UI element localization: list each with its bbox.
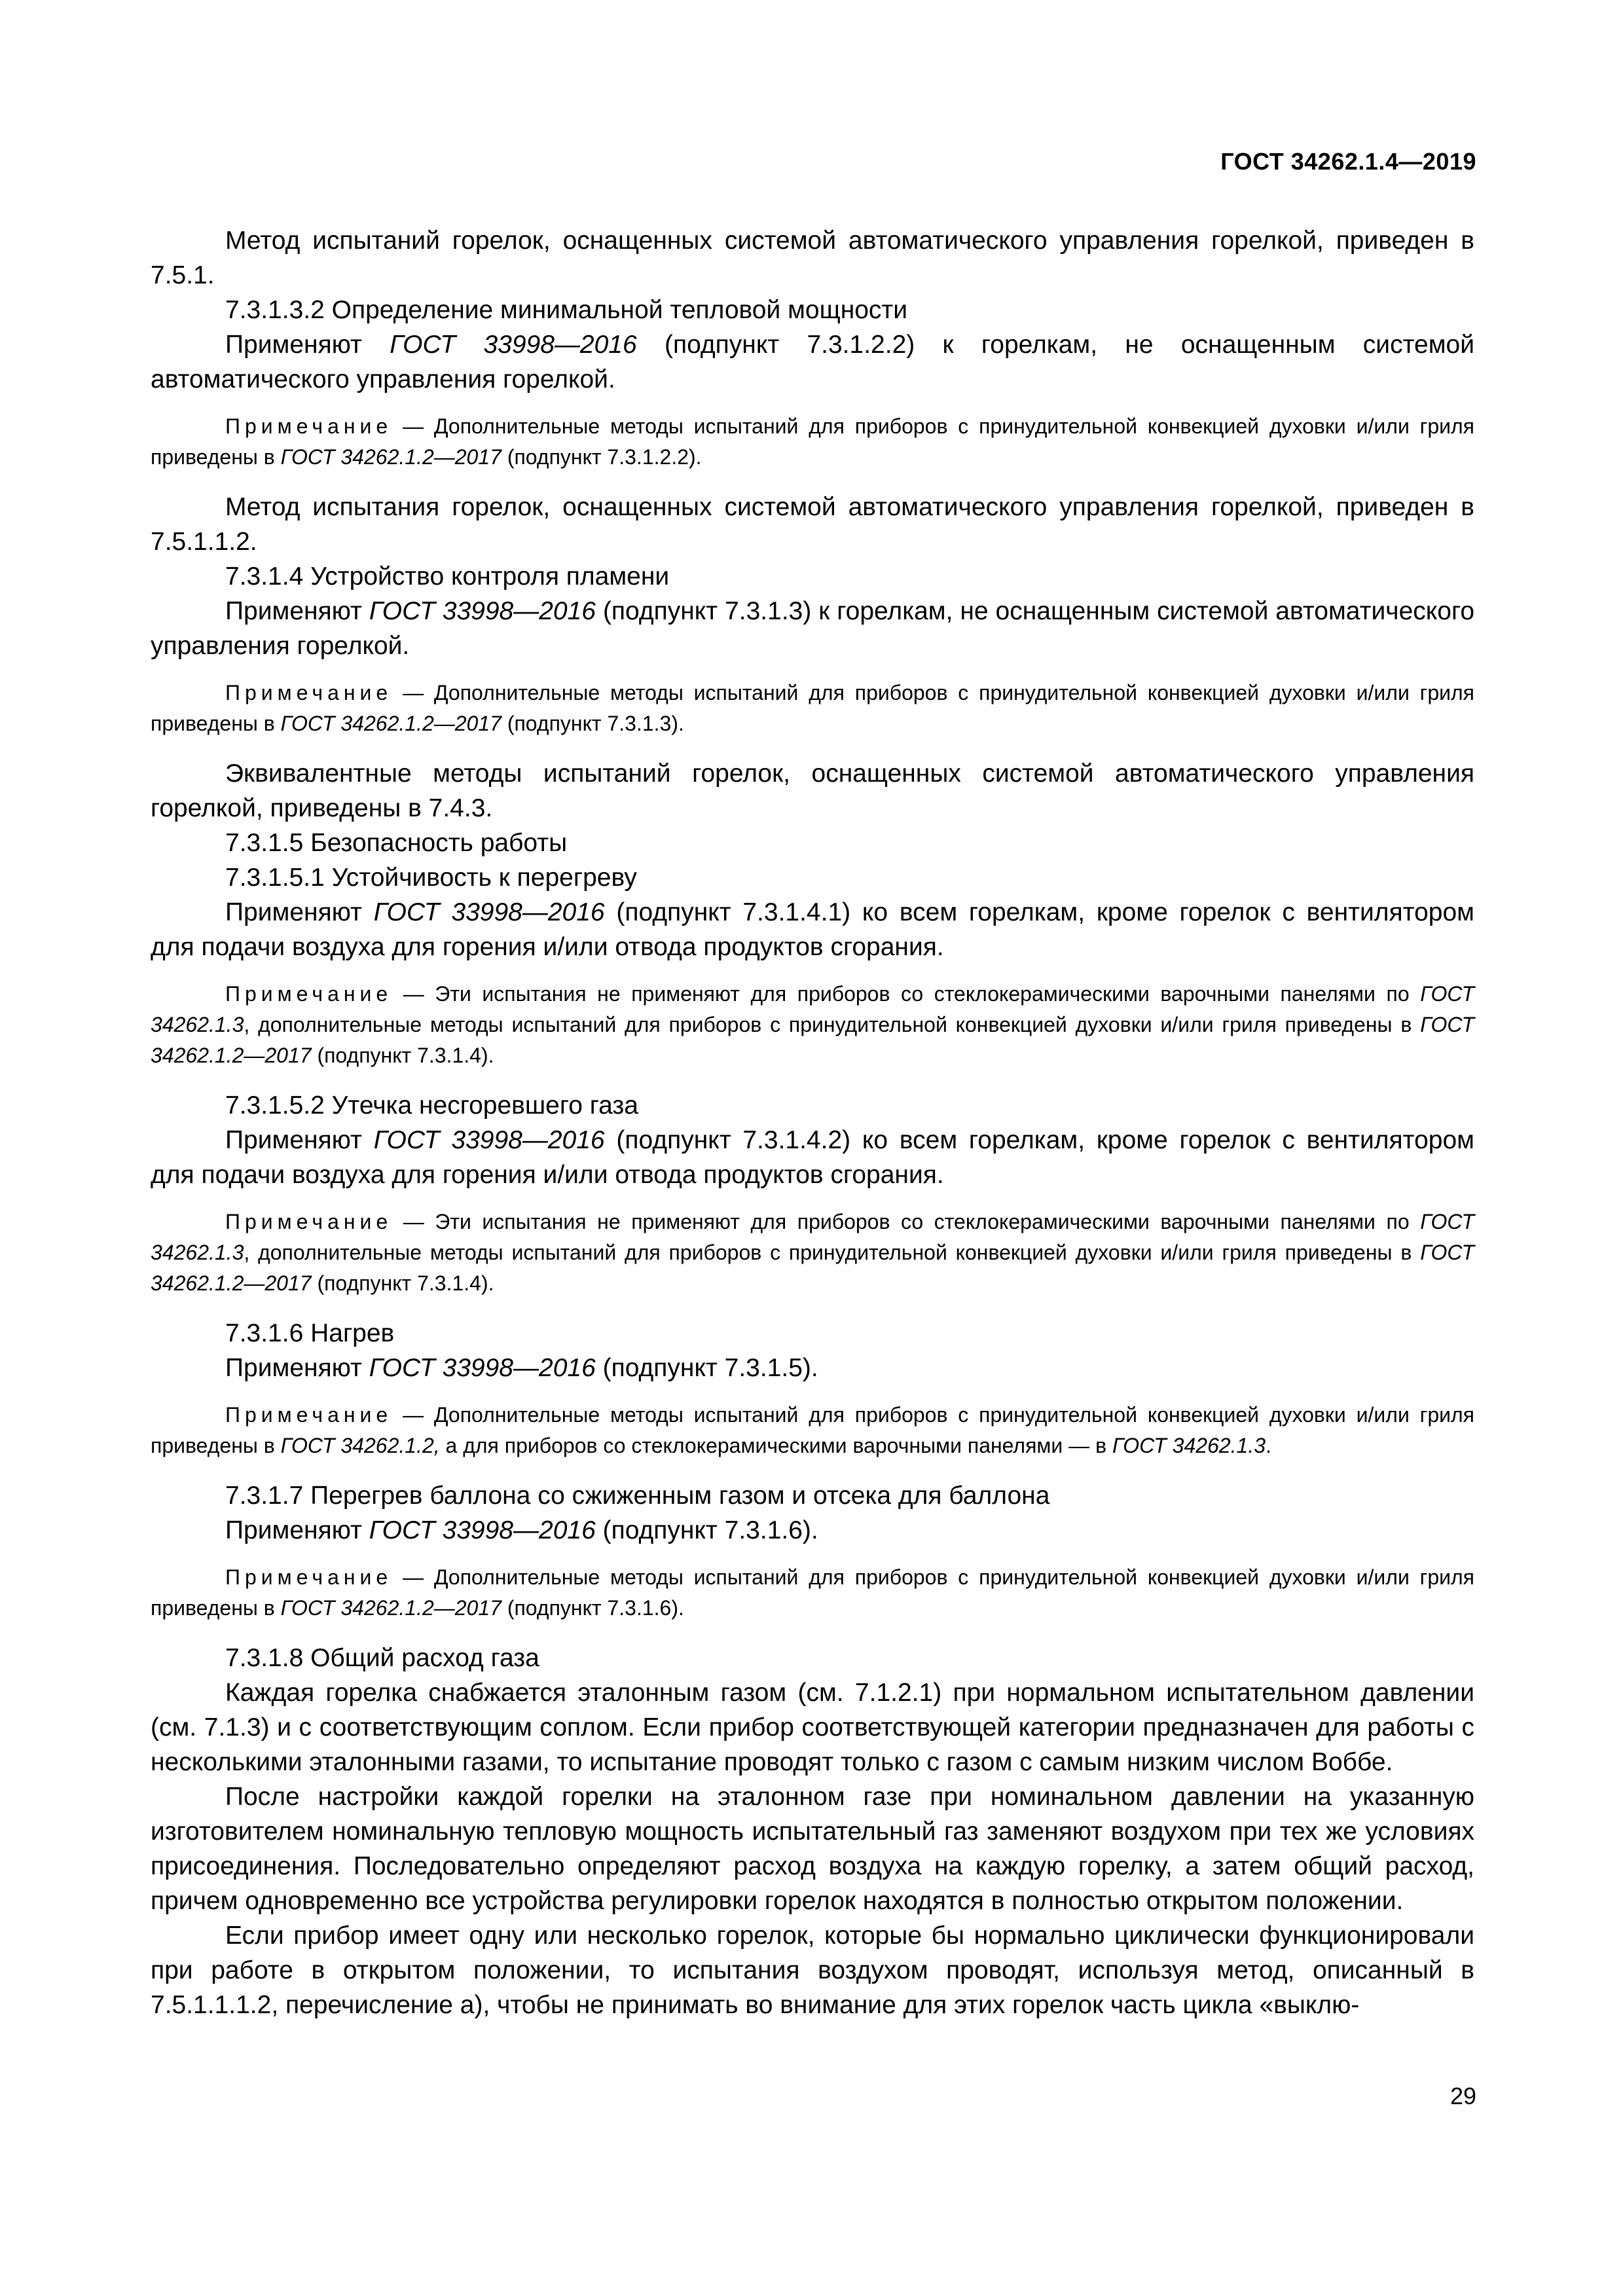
section-heading: 7.3.1.5.2 Утечка несгоревшего газа — [225, 1091, 638, 1120]
paragraph: Каждая горелка снабжается эталонным газом (см. 7.1.2.1) при нормальном испытательном давлении (см. 7.1.3) и с соответствующим соплом. Если прибор соответствующей категории предназначен для работы с несколькими эталонными газами, то испытание проводят только с газом с самым низким числом Воббе. — [151, 1679, 1474, 1776]
paragraph: Метод испытаний горелок, оснащенных системой автоматического управления горелкой, приведен в 7.5.1. — [151, 227, 1474, 289]
note-label: Примечание — [225, 414, 393, 438]
standard-reference: ГОСТ 33998—2016 — [369, 597, 596, 625]
section-heading: 7.3.1.5.1 Устойчивость к перегреву — [225, 864, 637, 892]
paragraph: Применяют ГОСТ 33998—2016 (подпункт 7.3.1.6). — [225, 1516, 818, 1544]
paragraph: Если прибор имеет одну или несколько горелок, которые бы нормально циклически функционировали при работе в открытом положении, то испытания воздухом проводят, используя метод, описанный в 7.5.1.1.1.2, перечисление а), чтобы не принимать во внимание для этих горелок часть цикла «выклю- — [151, 1922, 1474, 2019]
paragraph: Применяют ГОСТ 33998—2016 (подпункт 7.3.1.5). — [225, 1354, 818, 1382]
standard-reference: ГОСТ 34262.1.2—2017 — [280, 445, 501, 469]
standard-reference: ГОСТ 34262.1.2—2017 — [280, 1596, 501, 1620]
paragraph: Применяют ГОСТ 33998—2016 (подпункт 7.3.1.4.2) ко всем горелкам, кроме горелок с вентилятором для подачи воздуха для горения и/или отвода продуктов сгорания. — [151, 1126, 1474, 1189]
note: Примечание — Дополнительные методы испытаний для приборов с принудительной конвекцией духовки и/или гриля приведены в ГОСТ 34262.1.2—2017 (подпункт 7.3.1.3). — [151, 681, 1475, 735]
document-body — [151, 223, 1474, 2022]
standard-reference: ГОСТ 34262.1.2—2017 — [280, 712, 501, 735]
note: Примечание — Дополнительные методы испытаний для приборов с принудительной конвекцией духовки и/или гриля приведены в ГОСТ 34262.1.2—2017 (подпункт 7.3.1.2.2). — [151, 414, 1475, 469]
section-heading: 7.3.1.8 Общий расход газа — [225, 1644, 539, 1672]
page-number: 29 — [1450, 2083, 1476, 2109]
note-label: Примечание — [225, 1403, 393, 1427]
note-label: Примечание — [225, 982, 393, 1006]
note-label: Примечание — [225, 681, 393, 704]
note: Примечание — Эти испытания не применяют для приборов со стеклокерамическими варочными панелями по ГОСТ 34262.1.3, дополнительные методы испытаний для приборов с принудительной конвекцией духовки и/или гриля приведены в ГОСТ 34262.1.2—2017 (подпункт 7.3.1.4). — [151, 1210, 1475, 1295]
standard-reference: ГОСТ 34262.1.2, — [280, 1434, 440, 1457]
standard-reference: ГОСТ 34262.1.2—2017 — [151, 1013, 1475, 1067]
note: Примечание — Дополнительные методы испытаний для приборов с принудительной конвекцией духовки и/или гриля приведены в ГОСТ 34262.1.2, а для приборов со стеклокерамическими варочными панелями — в ГОСТ 34262.1.3. — [151, 1403, 1475, 1457]
note: Примечание — Дополнительные методы испытаний для приборов с принудительной конвекцией духовки и/или гриля приведены в ГОСТ 34262.1.2—2017 (подпункт 7.3.1.6). — [151, 1565, 1475, 1620]
standard-reference: ГОСТ 33998—2016 — [373, 898, 605, 926]
note-label: Примечание — [225, 1565, 393, 1589]
section-heading: 7.3.1.6 Нагрев — [225, 1319, 395, 1347]
paragraph: Применяют ГОСТ 33998—2016 (подпункт 7.3.1.4.1) ко всем горелкам, кроме горелок с вентилятором для подачи воздуха для горения и/или отвода продуктов сгорания. — [151, 898, 1474, 961]
section-heading: 7.3.1.5 Безопасность работы — [225, 829, 568, 857]
note: Примечание — Эти испытания не применяют для приборов со стеклокерамическими варочными панелями по ГОСТ 34262.1.3, дополнительные методы испытаний для приборов с принудительной конвекцией духовки и/или гриля приведены в ГОСТ 34262.1.2—2017 (подпункт 7.3.1.4). — [151, 982, 1475, 1067]
standard-reference: ГОСТ 33998—2016 — [390, 331, 637, 359]
standard-designation: ГОСТ 34262.1.4—2019 — [1220, 148, 1476, 175]
paragraph: Эквивалентные методы испытаний горелок, оснащенных системой автоматического управления горелкой, приведены в 7.4.3. — [151, 759, 1474, 822]
standard-reference: ГОСТ 34262.1.3 — [1112, 1434, 1266, 1457]
standard-reference: ГОСТ 33998—2016 — [369, 1354, 596, 1382]
paragraph: Применяют ГОСТ 33998—2016 (подпункт 7.3.1.3) к горелкам, не оснащенным системой автоматического управления горелкой. — [151, 597, 1475, 660]
section-heading: 7.3.1.4 Устройство контроля пламени — [225, 562, 670, 591]
standard-reference: ГОСТ 34262.1.3 — [151, 982, 1475, 1036]
section-heading: 7.3.1.3.2 Определение минимальной тепловой мощности — [225, 296, 908, 324]
standard-reference: ГОСТ 33998—2016 — [373, 1126, 605, 1154]
note-label: Примечание — [225, 1210, 393, 1233]
standard-reference: ГОСТ 33998—2016 — [369, 1516, 596, 1544]
paragraph: После настройки каждой горелки на эталонном газе при номинальном давлении на указанную изготовителем номинальную тепловую мощность испытательный газ заменяют воздухом при тех же условиях присоединения. Последовательно определяют расход воздуха на каждую горелку, а затем общий расход, причем одновременно все устройства регулировки горелок находятся в полностью открытом положении. — [151, 1783, 1474, 1915]
standard-reference: ГОСТ 34262.1.3 — [151, 1210, 1475, 1264]
paragraph: Метод испытания горелок, оснащенных системой автоматического управления горелкой, приведен в 7.5.1.1.2. — [151, 493, 1474, 556]
paragraph: Применяют ГОСТ 33998—2016 (подпункт 7.3.1.2.2) к горелкам, не оснащенным системой автоматического управления горелкой. — [151, 331, 1474, 393]
standard-reference: ГОСТ 34262.1.2—2017 — [151, 1241, 1475, 1295]
section-heading: 7.3.1.7 Перегрев баллона со сжиженным газом и отсека для баллона — [225, 1482, 1050, 1510]
